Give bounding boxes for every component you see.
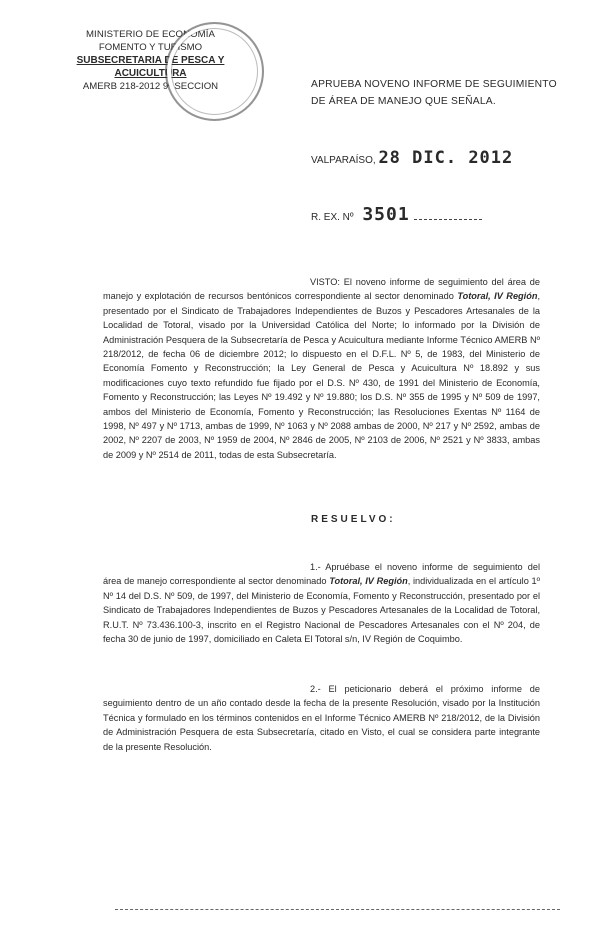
resolution-number: 3501 (362, 204, 410, 225)
resolution-title: APRUEBA NOVENO INFORME DE SEGUIMIENTO DE ÁREA DE MANEJO QUE SEÑALA. (311, 79, 557, 107)
date-stamp: 28 DIC. 2012 (378, 148, 514, 168)
letterhead-reference: AMERB 218-2012 9ª SECCION (82, 81, 219, 92)
visto-text-part1: El noveno informe de seguimiento del área de manejo y explotación de recursos bentónicos correspondiente al sector denominado (103, 277, 540, 302)
article-1-sector: Totoral, IV Región (329, 576, 408, 587)
resolution-article-1 (103, 560, 540, 646)
resolution-article-2: 2.- El peticionario deberá el próximo informe de seguimiento dentro de un año contado desde la fecha de la presente Resolución, visado por la Institución Técnica y formulado en los términos contenidos en el Informe Técnico AMERB Nº 218/2012, de la División de Administración Pesquera de esta Subsecretaría, citado en Visto, el cual se considera parte integrante de la presente Resolución. (103, 684, 540, 752)
footer-rule (115, 909, 560, 910)
visto-text-part2: , presentado por el Sindicato de Trabajadores Independientes de Buzos y Pescadores Artesanales de la Localidad de Totoral, visado por la Universidad Católica del Norte; lo informado por la División de Administración Pesquera de la Subsecretaría de Pesca y Acuicultura mediante Informe Técnico AMERB Nº 218/2012, de fecha 06 de diciembre 2012; lo dispuesto en el D.F.L. Nº 5, de 1983, del Ministerio de Economía Fomento y Reconstrucción; la Ley General de Pesca y Acuicultura Nº 18.892 y sus modificaciones cuyo texto refundido fue fijado por el D.S. Nº 430, de 1991 del Ministerio de Economía, Fomento y Reconstrucción; las Leyes Nº 19.492 y Nº 19.880; los D.S. Nº 355 de 1995 y Nº 509 de 1997, ambos del Ministerio de Economía, Fomento y Reconstrucción; las Resoluciones Exentas Nº 1164 de 1998, Nº 497 y Nº 1713, ambas de 1999, Nº 1063 y Nº 2088 ambas de 2000, Nº 217 y Nº 2592, ambas de 2002, Nº 2207 de 2003, Nº 1959 de 2004, Nº 2846 de 2005, Nº 2103 de 2006, Nº 2521 y Nº 3833, ambas de 2009 y Nº 2514 de 2011, todas de esta Subsecretaría. (103, 291, 541, 460)
resolution-number-line (311, 204, 482, 225)
resolution-number-underline (414, 219, 482, 220)
visto-paragraph (103, 275, 540, 462)
letterhead-ministry-line2: FOMENTO Y TURISMO (98, 42, 203, 53)
letterhead-ministry: MINISTERIO DE ECONOMÍA (85, 29, 216, 40)
resuelvo-heading: RESUELVO: (311, 514, 396, 525)
letterhead-subsecretaria: SUBSECRETARIA DE PESCA Y ACUICULTURA (76, 55, 225, 79)
resolution-prefix: R. EX. Nº (311, 212, 354, 223)
article-1-part2: , individualizada en el artículo 1º Nº 14 del D.S. Nº 509, de 1997, del Ministerio de Economía, Fomento y Reconstrucción, presentado por el Sindicato de Trabajadores Independientes de Buzos y Pescadores Artesanales de la Localidad de Totoral, R.U.T. Nº 73.436.100-3, inscrito en el Registro Nacional de Pescadores Artesanales con el Nº 204, de fecha 30 de junio de 1997, domiciliado en Caleta El Totoral s/n, IV Región de Coquimbo. (103, 576, 540, 645)
official-seal-stamp (165, 22, 264, 121)
visto-sector: Totoral, IV Región (457, 291, 538, 302)
visto-label: VISTO: (310, 277, 340, 287)
article-1-part1: 1.- Apruébase el noveno informe de seguimiento del área de manejo correspondiente al sector denominado (103, 562, 540, 587)
date-line (311, 148, 513, 168)
date-place: VALPARAÍSO, (311, 155, 376, 166)
